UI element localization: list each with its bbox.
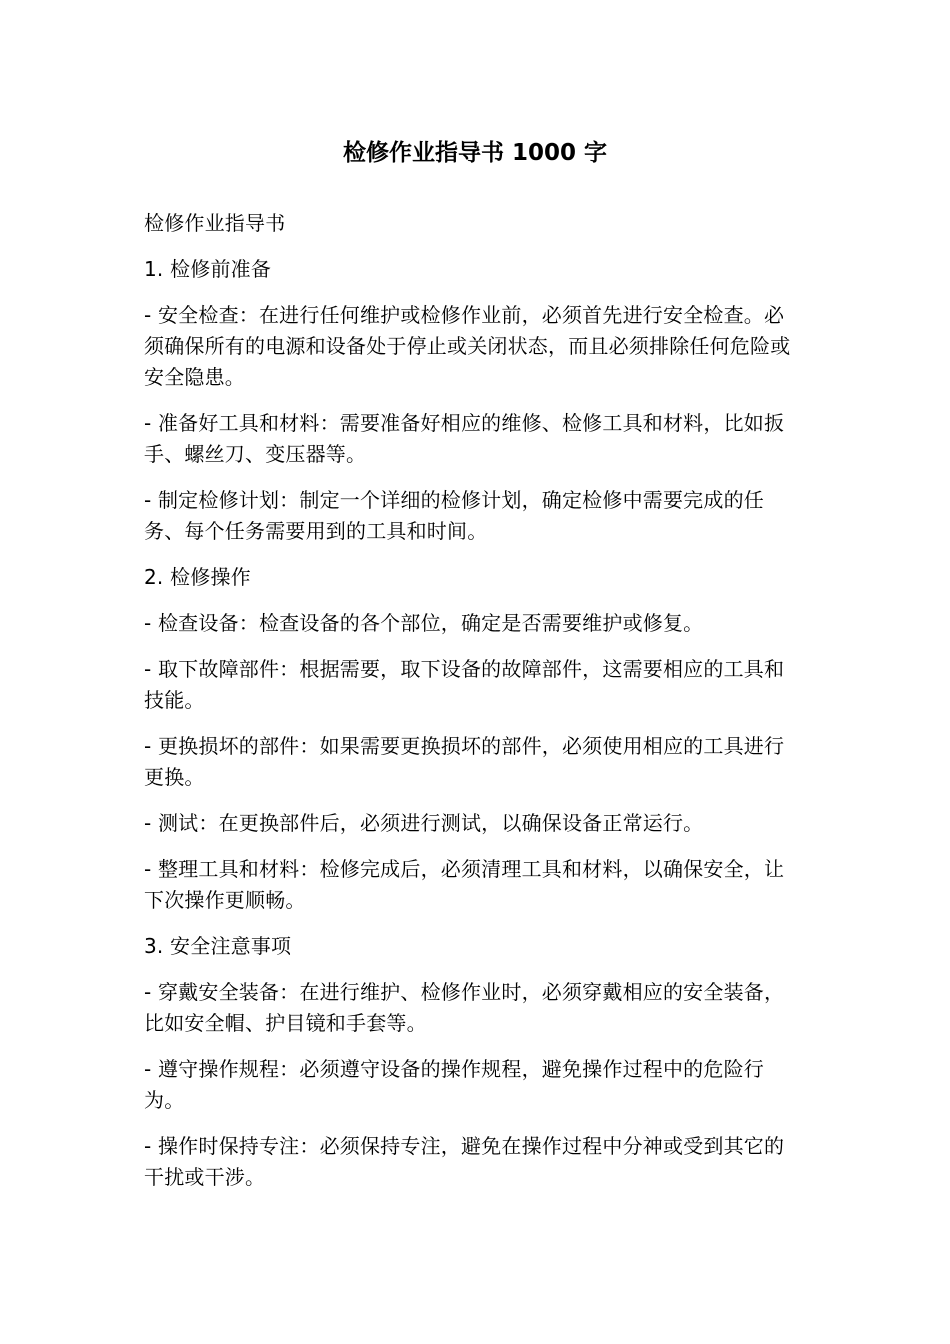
list-item: - 安全检查：在进行任何维护或检修作业前，必须首先进行安全检查。必须确保所有的电源和设备处于停止或关闭状态，而且必须排除任何危险或安全隐患。 xyxy=(144,303,791,389)
section-heading-1: 1. 检修前准备 xyxy=(144,257,272,281)
document-title: 检修作业指导书 1000 字 xyxy=(342,140,608,166)
list-item: - 遵守操作规程：必须遵守设备的操作规程，避免操作过程中的危险行为。 xyxy=(144,1057,764,1112)
list-item: - 穿戴安全装备：在进行维护、检修作业时，必须穿戴相应的安全装备，比如安全帽、护目镜和手套等。 xyxy=(144,980,785,1035)
paragraph-heading: 检修作业指导书 xyxy=(144,211,286,235)
list-item: - 准备好工具和材料：需要准备好相应的维修、检修工具和材料，比如扳手、螺丝刀、变压器等。 xyxy=(144,411,785,466)
section-heading-2: 2. 检修操作 xyxy=(144,565,251,589)
section-heading-3: 3. 安全注意事项 xyxy=(144,934,292,958)
list-item: - 更换损坏的部件：如果需要更换损坏的部件，必须使用相应的工具进行更换。 xyxy=(144,734,785,789)
list-item: - 取下故障部件：根据需要，取下设备的故障部件，这需要相应的工具和技能。 xyxy=(144,657,785,712)
document-body xyxy=(144,208,794,1208)
list-item: - 整理工具和材料：检修完成后，必须清理工具和材料，以确保安全，让下次操作更顺畅。 xyxy=(144,857,785,912)
list-item: - 测试：在更换部件后，必须进行测试，以确保设备正常运行。 xyxy=(144,811,704,835)
list-item: - 操作时保持专注：必须保持专注，避免在操作过程中分神或受到其它的干扰或干涉。 xyxy=(144,1134,785,1189)
list-item: - 制定检修计划：制定一个详细的检修计划，确定检修中需要完成的任务、每个任务需要用到的工具和时间。 xyxy=(144,488,764,543)
list-item: - 检查设备：检查设备的各个部位，确定是否需要维护或修复。 xyxy=(144,611,704,635)
